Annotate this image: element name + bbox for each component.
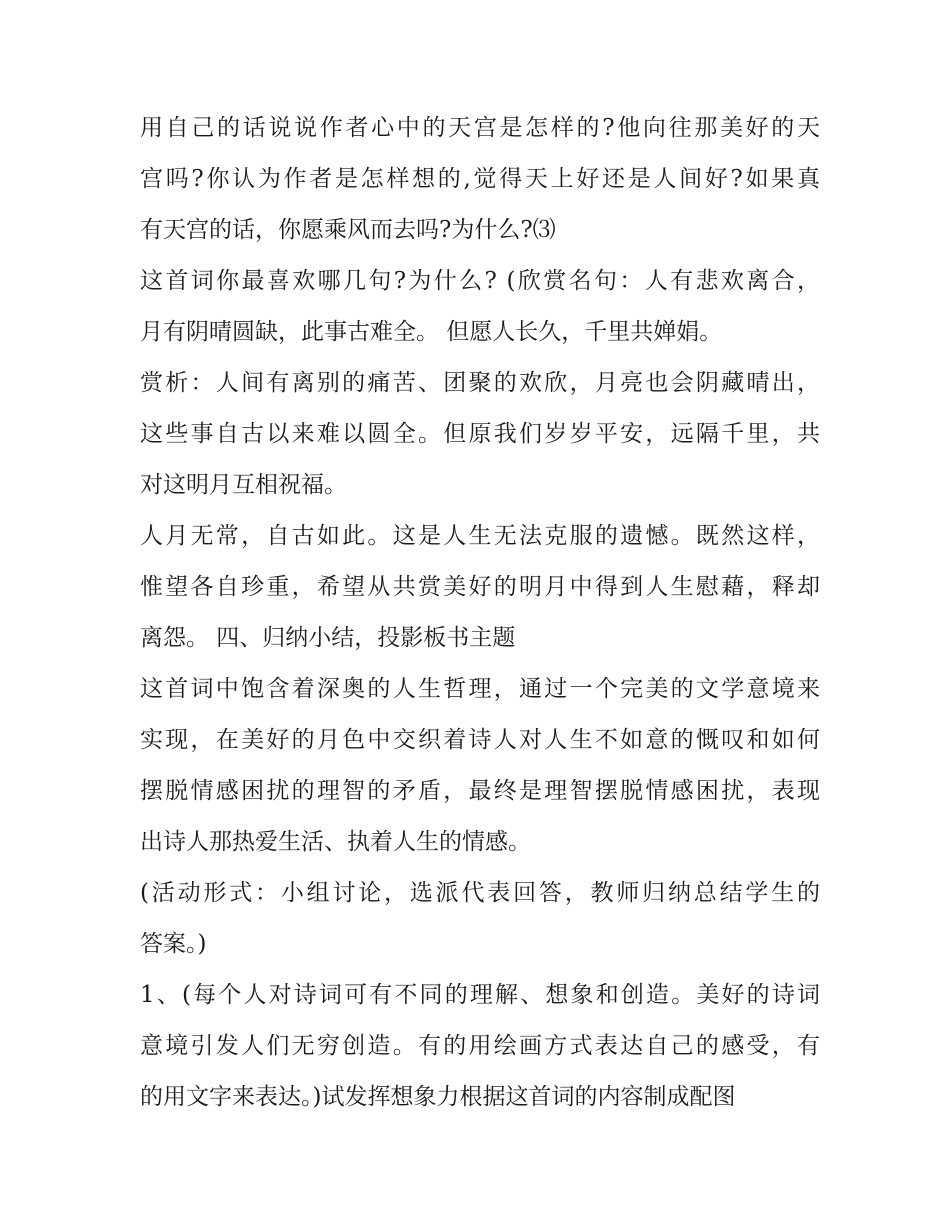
- text-line: 人月无常，自古如此。这是人生无法克服的遗憾。既然这样，: [140, 523, 820, 549]
- text-line: 的用文字来表达。)试发挥想象力根据这首词的内容制成配图: [140, 1084, 736, 1110]
- text-line: 惟望各自珍重，希望从共赏美好的明月中得到人生慰藉，释却: [140, 574, 820, 600]
- text-line: (活动形式：小组讨论，选派代表回答，教师归纳总结学生的: [140, 880, 820, 906]
- paragraph-favorite-lines: [140, 256, 820, 358]
- text-line: 这些事自古以来难以圆全。但原我们岁岁平安，远隔千里，共: [140, 421, 820, 447]
- paragraph-appreciation: [140, 358, 820, 511]
- document-body: [140, 103, 820, 1123]
- text-line: 对这明月互相祝福。: [140, 472, 347, 498]
- text-line: 离怨。 四、归纳小结，投影板书主题: [140, 625, 516, 651]
- text-line: 这首词中饱含着深奥的人生哲理，通过一个完美的文学意境来: [140, 676, 820, 702]
- text-line: 意境引发人们无穷创造。有的用绘画方式表达自己的感受，有: [140, 1033, 820, 1059]
- text-line: 有天宫的话，你愿乘风而去吗?为什么?⑶: [140, 217, 556, 243]
- paragraph-activity-format: [140, 868, 820, 970]
- paragraph-impermanence: [140, 511, 820, 664]
- text-line: 这首词你最喜欢哪几句?为什么? (欣赏名句：人有悲欢离合，: [140, 268, 820, 294]
- text-line: 1、(每个人对诗词可有不同的理解、想象和创造。美好的诗词: [140, 982, 820, 1008]
- text-line: 用自己的话说说作者心中的天宫是怎样的?他向往那美好的天: [140, 115, 820, 141]
- text-line: 出诗人那热爱生活、执着人生的情感。: [140, 829, 531, 855]
- paragraph-tiangong-question: [140, 103, 820, 256]
- text-line: 答案。): [140, 931, 207, 957]
- paragraph-exercise-1: [140, 970, 820, 1123]
- text-line: 实现，在美好的月色中交织着诗人对人生不如意的慨叹和如何: [140, 727, 820, 753]
- text-line: 宫吗?你认为作者是怎样想的,觉得天上好还是人间好?如果真: [140, 166, 820, 192]
- text-line: 赏析：人间有离别的痛苦、团聚的欢欣，月亮也会阴藏晴出，: [140, 370, 820, 396]
- paragraph-summary: [140, 664, 820, 868]
- text-line: 摆脱情感困扰的理智的矛盾，最终是理智摆脱情感困扰，表现: [140, 778, 820, 804]
- text-line: 月有阴晴圆缺，此事古难全。 但愿人长久，千里共婵娟。: [140, 319, 723, 345]
